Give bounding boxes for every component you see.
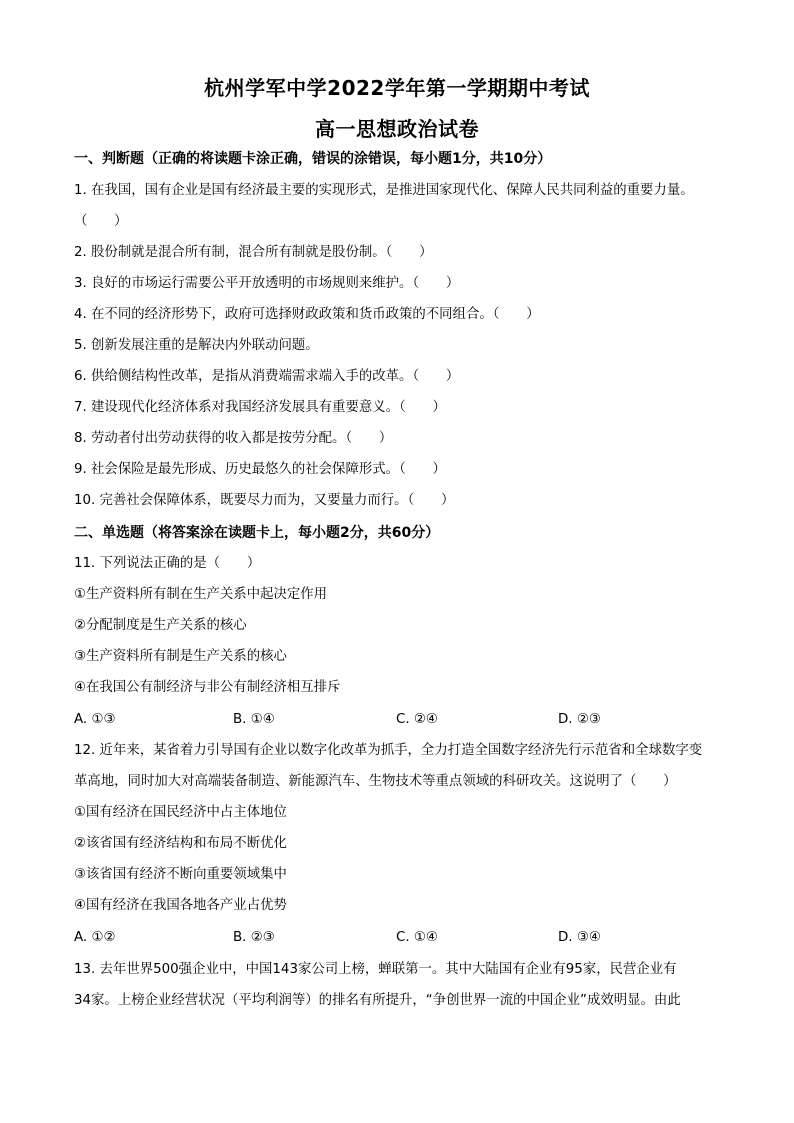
question-9: 9. 社会保险是最先形成、历史最悠久的社会保障形式。（ ）: [74, 462, 446, 477]
question-11-option-b: B. ①④: [233, 712, 275, 727]
question-8: 8. 劳动者付出劳动获得的收入都是按劳分配。（ ）: [74, 431, 393, 446]
question-12-option-b: B. ②③: [233, 930, 275, 945]
question-5: 5. 创新发展注重的是解决内外联动问题。: [74, 338, 319, 353]
question-7: 7. 建设现代化经济体系对我国经济发展具有重要意义。（ ）: [74, 400, 446, 415]
question-6: 6. 供给侧结构性改革，是指从消费端需求端入手的改革。（ ）: [74, 369, 460, 384]
question-11-stem: 11. 下列说法正确的是（ ）: [74, 556, 261, 571]
question-3: 3. 良好的市场运行需要公平开放透明的市场规则来维护。（ ）: [74, 276, 460, 291]
question-12-option-a: A. ①②: [74, 930, 116, 945]
question-10: 10. 完善社会保障体系，既要尽力而为，又要量力而行。（ ）: [74, 493, 455, 508]
question-12-stem-line1: 12. 近年来，某省着力引导国有企业以数字化改革为抓手，全力打造全国数字经济先行示范省和全球数字变: [74, 743, 703, 758]
question-1-answer-blank: （ ）: [74, 214, 128, 229]
question-2: 2. 股份制就是混合所有制，混合所有制就是股份制。（ ）: [74, 245, 433, 260]
question-4: 4. 在不同的经济形势下，政府可选择财政政策和货币政策的不同组合。（ ）: [74, 307, 540, 322]
exam-title: 杭州学军中学2022学年第一学期期中考试: [204, 76, 590, 100]
question-12-stem-line2: 革高地，同时加大对高端装备制造、新能源汽车、生物技术等重点领域的科研攻关。这说明了（ ）: [74, 774, 677, 789]
question-12-statement: ②该省国有经济结构和布局不断优化: [74, 836, 287, 851]
section-heading-single-choice: 二、单选题（将答案涂在读题卡上，每小题2分，共60分）: [74, 525, 440, 541]
question-11-statement: ④在我国公有制经济与非公有制经济相互排斥: [74, 680, 341, 695]
exam-subtitle: 高一思想政治试卷: [315, 117, 479, 141]
question-12-statement: ④国有经济在我国各地各产业占优势: [74, 898, 287, 913]
question-11-option-d: D. ②③: [558, 712, 601, 727]
question-13-stem-line1: 13. 去年世界500强企业中，中国143家公司上榜，蝉联第一。其中大陆国有企业有95家，民营企业有: [74, 962, 677, 977]
question-1: 1. 在我国，国有企业是国有经济最主要的实现形式，是推进国家现代化、保障人民共同利益的重要力量。: [74, 183, 694, 198]
question-12-option-c: C. ①④: [396, 930, 438, 945]
section-heading-judgement: 一、判断题（正确的将读题卡涂正确，错误的涂错误，每小题1分，共10分）: [74, 151, 552, 167]
question-11-statement: ③生产资料所有制是生产关系的核心: [74, 649, 287, 664]
question-12-statement: ①国有经济在国民经济中占主体地位: [74, 805, 287, 820]
question-12-option-d: D. ③④: [558, 930, 601, 945]
question-13-stem-line2: 34家。上榜企业经营状况（平均利润等）的排名有所提升，“争创世界一流的中国企业”成效明显。由此: [74, 993, 681, 1008]
question-11-statement: ①生产资料所有制在生产关系中起决定作用: [74, 587, 328, 602]
question-11-statement: ②分配制度是生产关系的核心: [74, 618, 247, 633]
question-11-option-c: C. ②④: [396, 712, 438, 727]
question-11-option-a: A. ①③: [74, 712, 116, 727]
question-12-statement: ③该省国有经济不断向重要领域集中: [74, 867, 287, 882]
